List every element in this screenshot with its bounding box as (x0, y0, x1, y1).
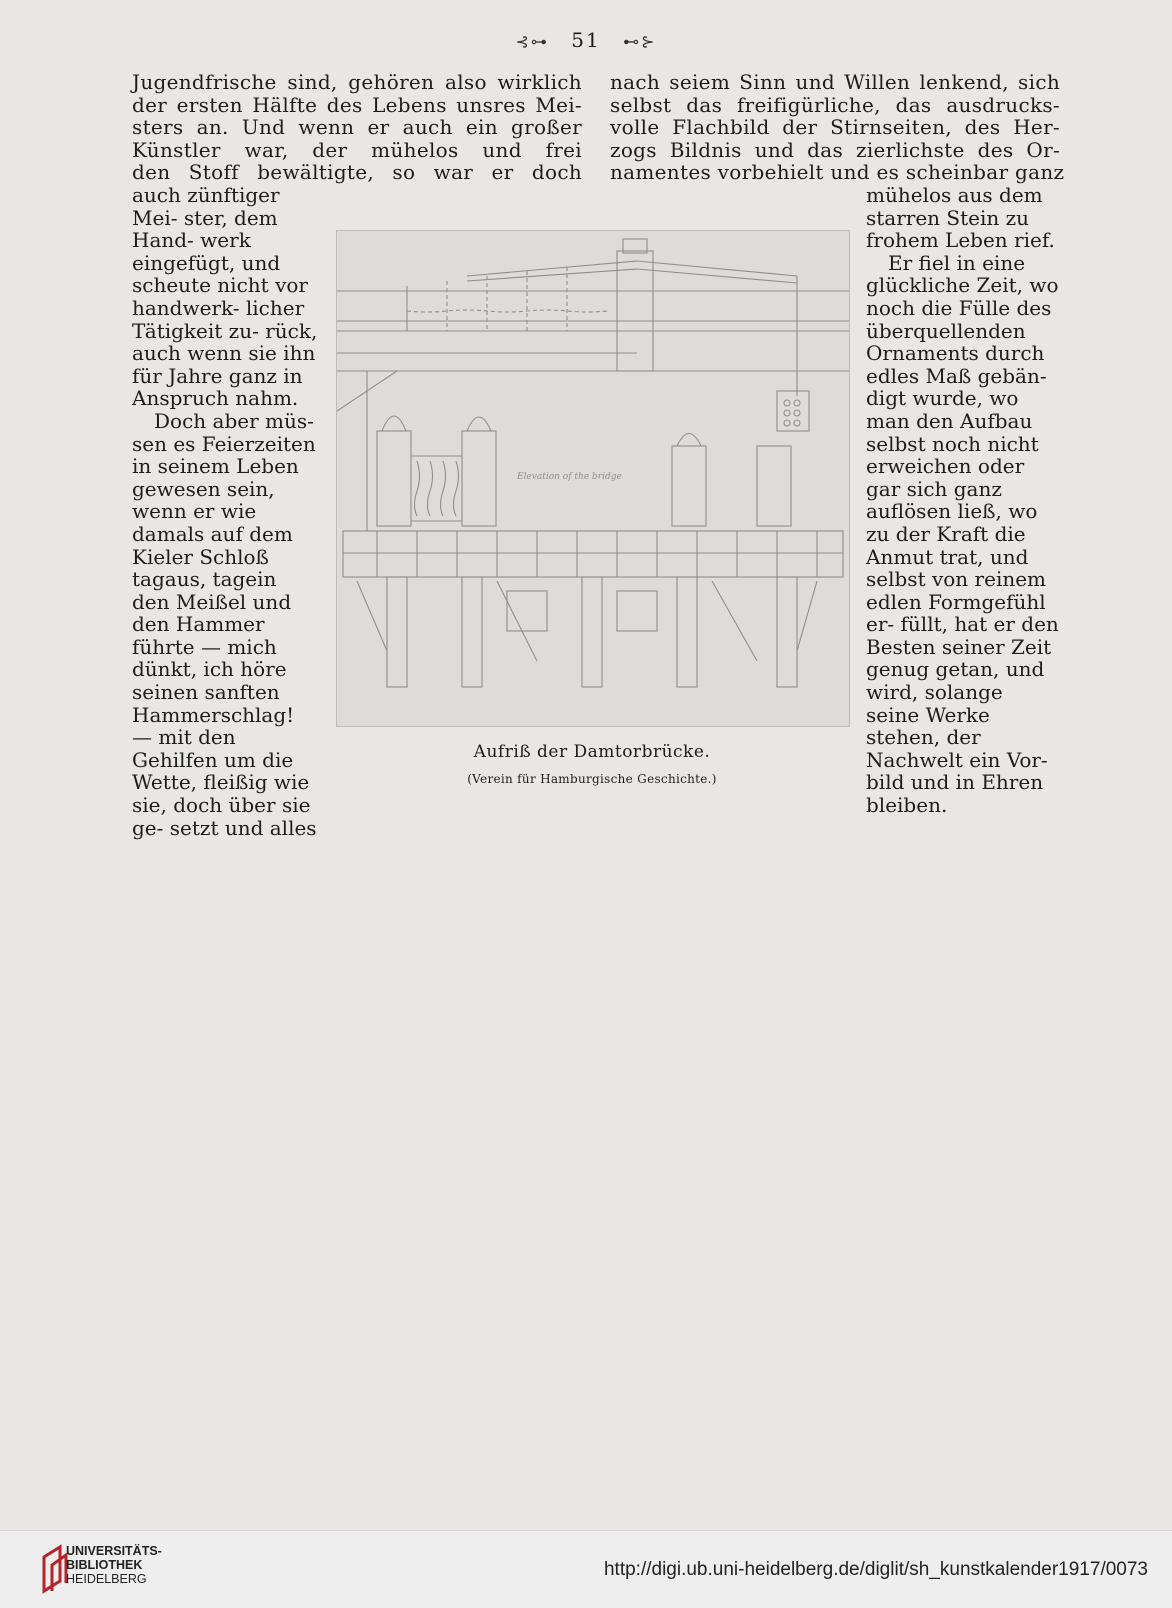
text-line: vor handwerk- (132, 273, 308, 320)
text-line: starren Stein zu (866, 205, 1030, 230)
left-column-narrow (132, 184, 320, 839)
text-line: höre seinen sanften (132, 657, 287, 705)
library-name-line2: BIBLIOTHEK (66, 1558, 143, 1572)
text-line: in seinem Leben (132, 454, 299, 479)
text-line: der ersten Hälfte des Lebens unsres Mei- (132, 92, 582, 117)
ornament-left: ⊰⊶ (515, 32, 549, 51)
text-line: mit den Gehilfen (132, 725, 236, 772)
drawing-svg (337, 231, 849, 726)
text-line: bleiben. (866, 793, 948, 818)
text-line: ster, dem Hand- (132, 205, 278, 253)
text-line: fleißig wie sie, (132, 770, 310, 818)
text-line: erweichen oder gar (866, 454, 1025, 501)
text-line: man den Aufbau (866, 408, 1033, 433)
text-line: genug getan, und (866, 657, 1045, 682)
text-line: volle Flachbild der Stirnseiten, des Her- (610, 115, 1060, 140)
text-line: bild und in Ehren (866, 770, 1044, 795)
text-line: noch die Fülle des (866, 295, 1052, 320)
text-line: und scheute nicht (132, 250, 281, 298)
text-line: digt wurde, wo (866, 386, 1019, 411)
handwritten-note: Elevation of the bridge (517, 472, 622, 482)
text-line: Doch aber müs- (154, 408, 314, 433)
ornament-right: ⊷⊱ (623, 32, 657, 51)
left-column-full-width (132, 71, 582, 184)
text-line: glückliche Zeit, wo (866, 273, 1059, 298)
text-line: um die Wette, (132, 747, 294, 795)
text-line: gewesen sein, wenn (132, 476, 275, 524)
right-column-narrow (866, 184, 1059, 817)
library-name-line3: HEIDELBERG (66, 1572, 147, 1586)
text-line: ließ, wo zu der (866, 499, 1038, 546)
text-line: Werke stehen, der (866, 702, 990, 750)
text-line: edles Maß gebän- (866, 363, 1047, 388)
source-url-link[interactable]: http://digi.ub.uni-heidelberg.de/diglit/sh_kunstkalender1917/0073 (603, 1559, 1148, 1580)
text-line: sters an. Und wenn er auch ein großer (132, 115, 582, 140)
text-line: mich dünkt, ich (132, 634, 277, 682)
text-line: Nachwelt ein Vor- (866, 747, 1048, 772)
page-number: 51 (571, 28, 601, 52)
text-line: tagaus, tagein den (132, 567, 277, 614)
text-line: Besten seiner Zeit (866, 634, 1052, 659)
bridge-elevation-drawing (336, 230, 850, 727)
text-line: licher Tätigkeit zu- (132, 295, 305, 343)
text-line: rück, auch wenn (132, 318, 318, 366)
text-line: wird, solange seine (866, 680, 1003, 727)
text-line: sich ganz auflösen (866, 476, 1002, 524)
text-line: namentes vorbehielt und es scheinbar ganz (610, 160, 1065, 185)
text-line: Hammerschlag! — (132, 702, 295, 750)
text-line: den Stoff bewältigte, so war er doch (132, 160, 582, 185)
page-header (0, 28, 1172, 52)
text-line: doch über sie ge- (132, 793, 311, 840)
text-line: er wie damals auf (132, 499, 257, 546)
library-name (66, 1544, 162, 1586)
text-line: dem Kieler Schloß (132, 521, 293, 569)
text-line: füllt, hat er den (900, 612, 1059, 637)
text-line: trat, und selbst (866, 544, 1029, 592)
figure-credit: (Verein für Hamburgische Geschichte.) (467, 772, 717, 786)
text-line: setzt und alles (169, 815, 317, 840)
text-line: sen es Feierzeiten (132, 431, 316, 456)
text-line: Hammer führte — (132, 612, 265, 659)
text-line: selbst das freifigürliche, das ausdrucks- (610, 92, 1060, 117)
text-line: überquellenden (866, 318, 1026, 343)
text-line: selbst noch nicht (866, 431, 1039, 456)
text-line: ganz in Anspruch (132, 363, 303, 411)
text-line: sie ihn für Jahre (132, 341, 316, 388)
text-line: Kraft die Anmut (866, 521, 1026, 569)
text-line: Formgefühl er- (866, 589, 1046, 637)
figure-caption: Aufriß der Damtorbrücke. (473, 742, 711, 762)
text-line: auch zünftiger Mei- (132, 183, 280, 230)
text-line: werk eingefügt, (132, 228, 251, 275)
text-line: Ornaments durch (866, 341, 1045, 366)
text-line: zogs Bildnis und das zierlichste des Or- (610, 137, 1060, 162)
text-line: nahm. (235, 386, 299, 411)
text-line: mühelos aus dem (866, 183, 1043, 207)
text-line: Meißel und den (132, 589, 292, 637)
text-line: nach seiem Sinn und Willen lenkend, sich (610, 70, 1060, 94)
text-line: frohem Leben rief. (866, 228, 1055, 253)
right-column-full-width (610, 70, 1065, 185)
library-name-line1: UNIVERSITÄTS- (66, 1544, 162, 1558)
text-line: Jugendfrische sind, gehören also wirklich (132, 70, 582, 94)
text-line: Er fiel in eine (888, 250, 1026, 275)
text-line: von reinem edlen (866, 567, 1047, 614)
text-line: Künstler war, der mühelos und frei (132, 137, 582, 162)
viewer-footer (0, 1530, 1172, 1608)
